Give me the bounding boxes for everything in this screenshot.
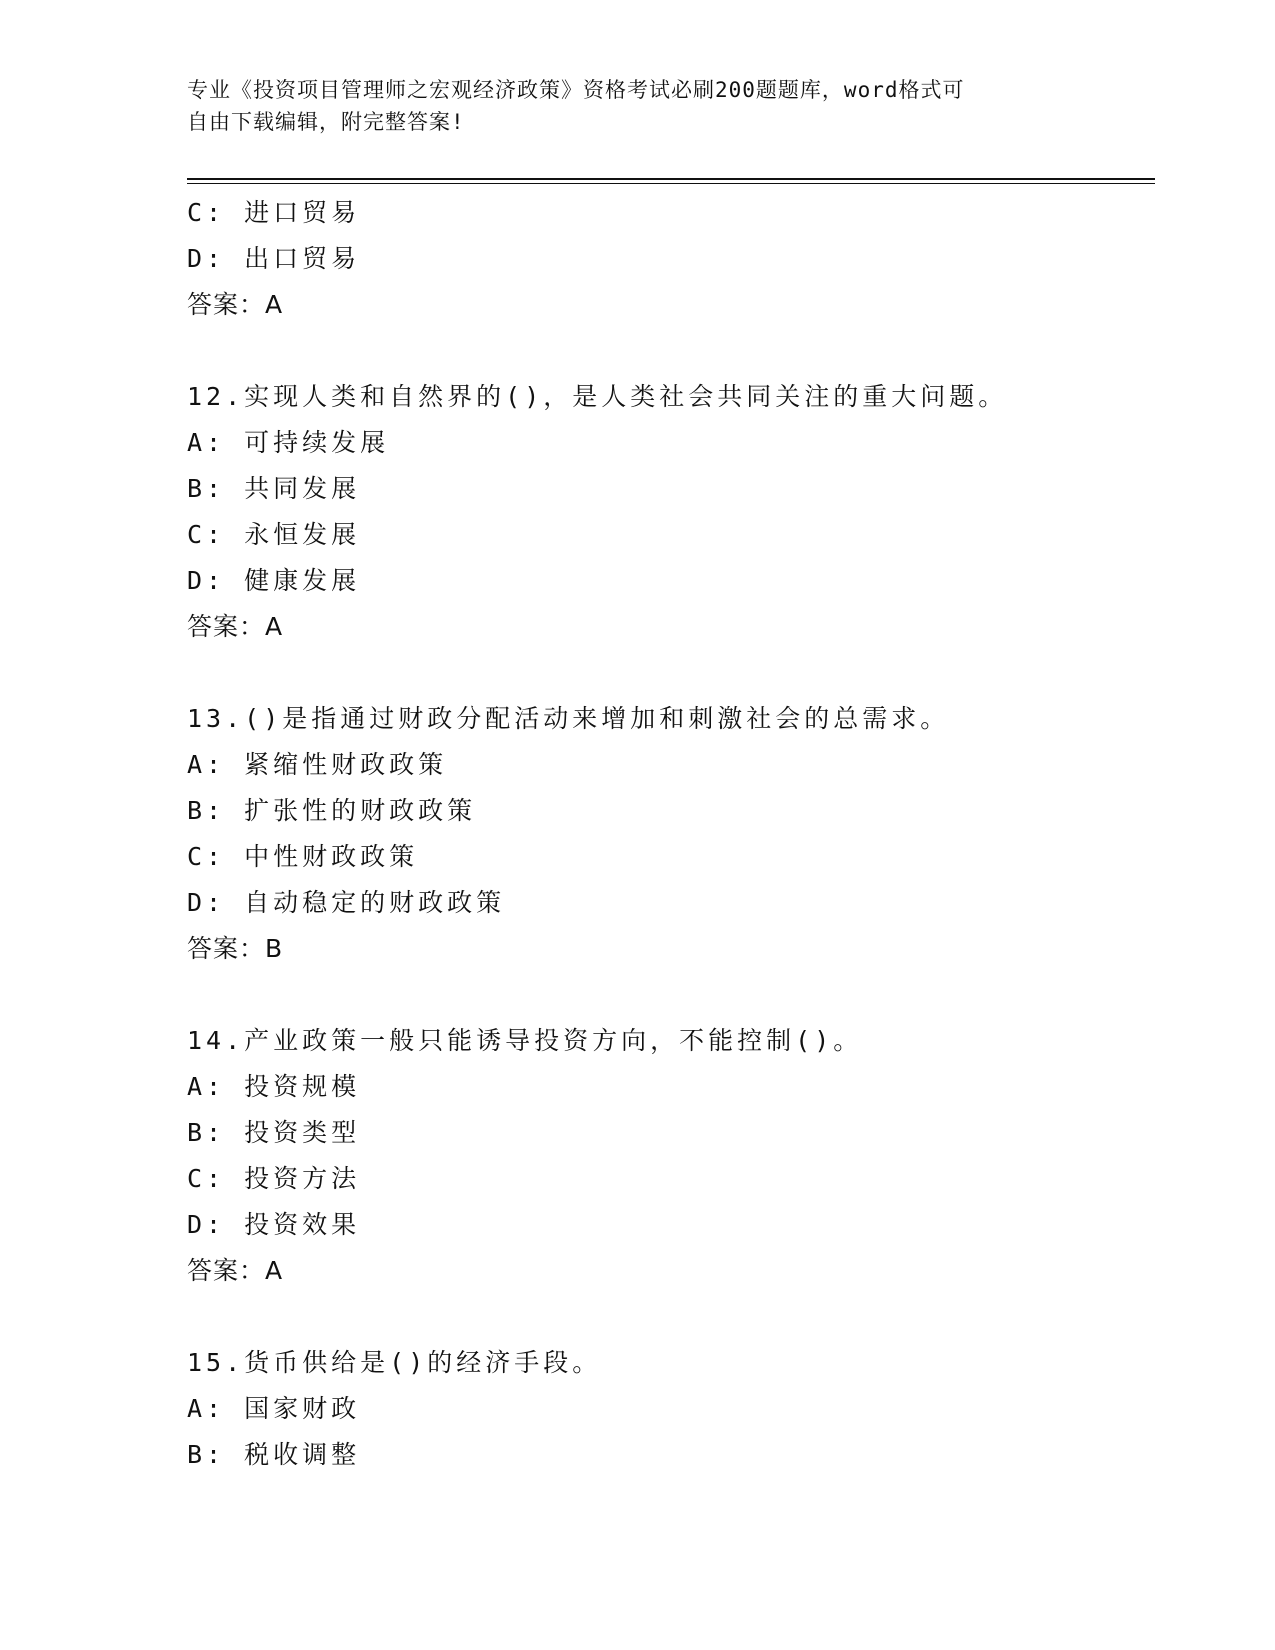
header-divider-thick: [187, 178, 1155, 180]
spacer: [187, 972, 1147, 1018]
question-15: [187, 1340, 1147, 1478]
answer: 答案：A: [187, 290, 284, 319]
question-list: [187, 190, 1147, 1478]
option-a: A: 紧缩性财政政策: [187, 750, 448, 779]
question-14: [187, 1018, 1147, 1294]
header-line-1: 专业《投资项目管理师之宏观经济政策》资格考试必刷200题题库，word格式可: [187, 78, 965, 102]
option-a: A: 可持续发展: [187, 428, 390, 457]
header-divider-thin: [187, 183, 1155, 184]
option-b: B: 扩张性的财政政策: [187, 796, 477, 825]
option-c: C: 永恒发展: [187, 520, 361, 549]
answer: 答案：A: [187, 1256, 284, 1285]
option-d: D: 自动稳定的财政政策: [187, 888, 506, 917]
question-stem: 15.货币供给是()的经济手段。: [187, 1348, 602, 1377]
answer: 答案：B: [187, 934, 284, 963]
document-header: [187, 74, 1087, 138]
option-a: A: 投资规模: [187, 1072, 361, 1101]
question-stem: 12.实现人类和自然界的()，是人类社会共同关注的重大问题。: [187, 382, 1008, 411]
spacer: [187, 650, 1147, 696]
option-a: A: 国家财政: [187, 1394, 361, 1423]
question-12: [187, 374, 1147, 650]
question-13: [187, 696, 1147, 972]
question-stem: 13.()是指通过财政分配活动来增加和刺激社会的总需求。: [187, 704, 950, 733]
option-b: B: 税收调整: [187, 1440, 361, 1469]
option-d: D: 出口贸易: [187, 244, 361, 273]
question-stem: 14.产业政策一般只能诱导投资方向，不能控制()。: [187, 1026, 863, 1055]
option-b: B: 投资类型: [187, 1118, 361, 1147]
question-11-continued: [187, 190, 1147, 328]
option-d: D: 投资效果: [187, 1210, 361, 1239]
spacer: [187, 1294, 1147, 1340]
header-line-2: 自由下载编辑，附完整答案!: [187, 110, 465, 134]
option-c: C: 进口贸易: [187, 198, 361, 227]
option-c: C: 中性财政政策: [187, 842, 419, 871]
spacer: [187, 328, 1147, 374]
option-c: C: 投资方法: [187, 1164, 361, 1193]
answer: 答案：A: [187, 612, 284, 641]
option-d: D: 健康发展: [187, 566, 361, 595]
option-b: B: 共同发展: [187, 474, 361, 503]
